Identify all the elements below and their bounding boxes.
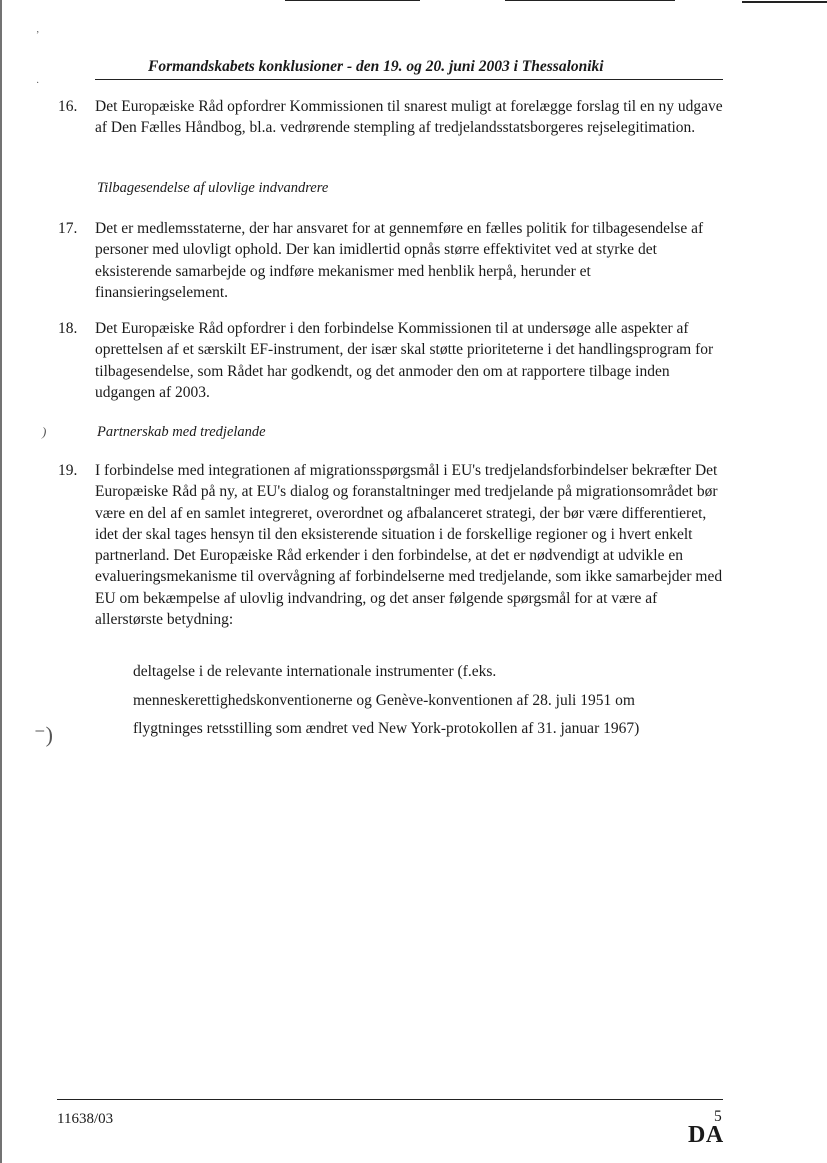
paragraph-number: 16. bbox=[58, 98, 78, 115]
footer-document-reference: 11638/03 bbox=[57, 1111, 114, 1127]
scan-mark-paren: ) bbox=[42, 424, 47, 439]
subheading-partnership: Partnerskab med tredjelande bbox=[97, 424, 266, 440]
footer-language-code: DA bbox=[688, 1122, 724, 1148]
paragraph-number: 19. bbox=[58, 462, 78, 479]
footer-rule bbox=[57, 1099, 723, 1100]
bullet-line: deltagelse i de relevante internationale instrumenter (f.eks. bbox=[133, 663, 497, 680]
scan-top-line-2 bbox=[505, 0, 675, 1]
paragraph-16 bbox=[58, 96, 727, 139]
paragraph-number: 17. bbox=[58, 220, 78, 237]
scan-mark-dot: · bbox=[36, 78, 40, 89]
subheading-return: Tilbagesendelse af ulovlige indvandrere bbox=[97, 180, 329, 196]
scan-mark-dot: ʼ bbox=[36, 30, 40, 41]
scan-mark-hole: ⁻) bbox=[34, 722, 53, 747]
scan-left-edge bbox=[0, 0, 2, 1163]
paragraph-18 bbox=[58, 318, 727, 403]
bullet-line: flygtninges retsstilling som ændret ved New York-protokollen af 31. januar 1967) bbox=[133, 720, 640, 737]
paragraph-19 bbox=[58, 460, 727, 630]
header-rule bbox=[95, 79, 723, 80]
paragraph-text: Det Europæiske Råd opfordrer i den forbindelse Kommissionen til at undersøge alle aspekter af oprettelsen af et særskilt EF-instrument, der især skal støtte prioriteterne i det handlingsprogram for tilbagesendelse, som Rådet har godkendt, og det anmoder den om at rapportere tilbage inden udgangen af 2003. bbox=[95, 320, 714, 401]
paragraph-text: Det Europæiske Råd opfordrer Kommissionen til snarest muligt at forelægge forslag til en ny udgave af Den Fælles Håndbog, bl.a. vedrørende stempling af tredjelandsstatsborgeres rejselegitimation. bbox=[95, 98, 723, 137]
footer-page-number: 5 bbox=[714, 1108, 722, 1125]
paragraph-number: 18. bbox=[58, 320, 78, 337]
paragraph-text: Det er medlemsstaterne, der har ansvaret for at gennemføre en fælles politik for tilbagesendelse af personer med ulovligt ophold. Der kan imidlertid opnås større effektivitet ved at styrke det eksisterende samarbejde og indføre mekanismer med henblik herpå, herunder et finansieringselement. bbox=[95, 220, 704, 301]
page-header-title: Formandskabets konklusioner - den 19. og 20. juni 2003 i Thessaloniki bbox=[148, 58, 604, 75]
paragraph-17 bbox=[58, 218, 727, 303]
scan-top-line-3 bbox=[742, 1, 827, 3]
paragraph-text: I forbindelse med integrationen af migrationsspørgsmål i EU's tredjelandsforbindelser bekræfter Det Europæiske Råd på ny, at EU's dialog og foranstaltninger med tredjelande på migrationsområdet bør være en del af en samlet integreret, overordnet og afbalanceret strategi, der bør være differentieret, idet der skal tages hensyn til den eksisterende situation i de forskellige regioner og i hvert enkelt partnerland. Det Europæiske Råd erkender i den forbindelse, at det er nødvendigt at udvikle en evalueringsmekanisme til overvågning af forbindelserne med tredjelande, som ikke samarbejder med EU om bekæmpelse af ulovlig indvandring, og det anser følgende spørgsmål for at være af allerstørste betydning: bbox=[95, 462, 723, 629]
scan-top-line-1 bbox=[285, 0, 420, 1]
bullet-line: menneskerettighedskonventionerne og Genève-konventionen af 28. juli 1951 om bbox=[133, 692, 635, 709]
